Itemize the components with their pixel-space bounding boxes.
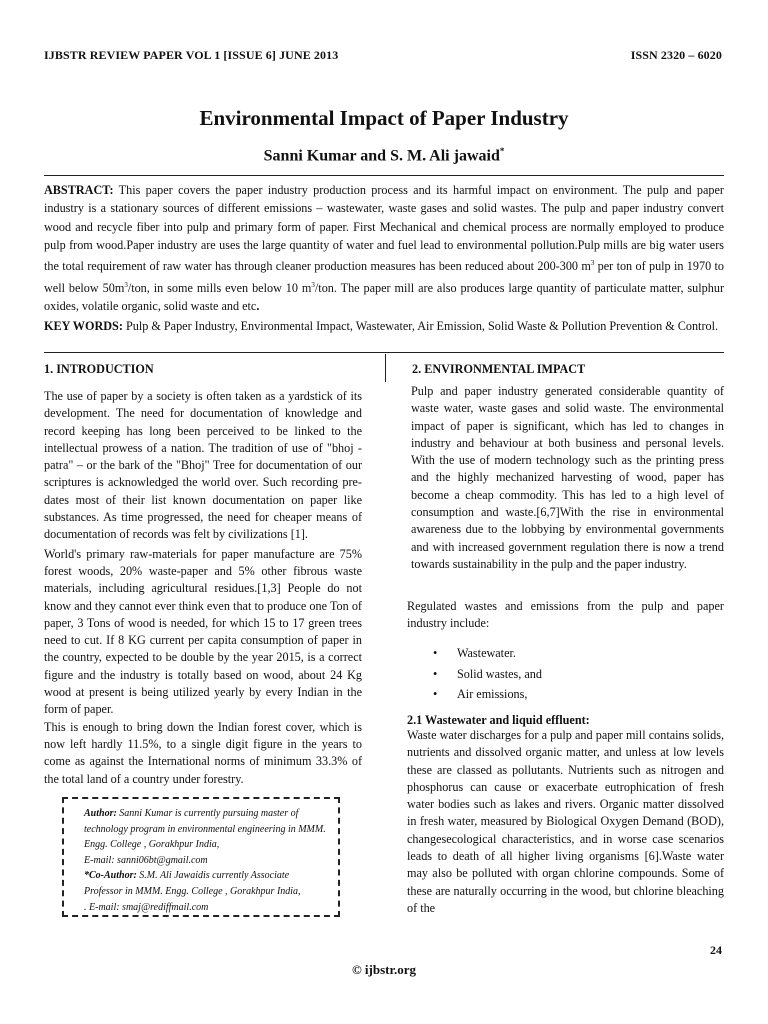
footer-copyright: © ijbstr.org <box>351 962 417 977</box>
regulated-wastes-intro: Regulated wastes and emissions from the pulp and paper industry include: <box>407 599 724 631</box>
journal-header: IJBSTR REVIEW PAPER VOL 1 [ISSUE 6] JUNE 2013 <box>44 48 339 62</box>
author-text: Sanni Kumar is currently pursuing master of technology program in environmental engineering in MMM. Engg. College , Gorakhpur India, <box>84 808 326 851</box>
keywords-label: KEY WORDS: <box>44 319 123 333</box>
paper-authors <box>0 146 768 165</box>
list-item <box>433 664 723 685</box>
author-info <box>84 806 328 853</box>
abstract-text-1: This paper covers the paper industry production process and its harmful impact on environment. The pulp and paper industry is a stationary sources of different emissions – wastewater, waste gases and solid wastes. The pulp and paper industry convert wood and recycle fiber into pulp and primary form of paper. First Mechanical and chemical process are normally employed to produce pulp from wood.Paper industry are uses the large quantity of water and fuel lead to environmental pollution.Pulp mills are big water users the total requirement of raw water has through cleaner production measures has been reduced about 200-300 m <box>44 183 724 274</box>
page-number: 24 <box>710 943 722 957</box>
co-author-text: S.M. Ali Jawaidis currently Associate Professor in MMM. Engg. College , Gorakhpur India, <box>84 870 301 897</box>
author-names: Sanni Kumar and S. M. Ali jawaid <box>263 147 500 165</box>
abstract-text-2: per ton of pulp in 1970 to well below 50m <box>44 259 724 295</box>
abstract-label: ABSTRACT: <box>44 183 114 197</box>
abstract-end: . <box>256 298 260 313</box>
paragraph: The use of paper by a society is often taken as a yardstick of its development. The need for documentation of knowledge and record keeping has long been perceived to be linked to the intellectual prowess of a nation. The tradition of use of "bhoj - patra" – or the bark of the "Bhoj" Tree for documentation of our scriptures is acknowledged the world over. Such recording pre-dates most of their list known documentation on paper like substances. As time progressed, the need for cheaper means of documentation of records was felt by civilizations [1]. <box>44 389 362 542</box>
superscript: 3 <box>311 280 315 289</box>
list-item-text: Solid wastes, and <box>457 666 542 681</box>
divider-columns <box>44 352 724 353</box>
co-author-email: . E-mail: smaj@rediffmail.com <box>84 901 209 913</box>
co-author-info <box>84 868 328 899</box>
paragraph: World's primary raw-materials for paper manufacture are 75% forest woods, 20% waste-paper and 5% other fibrous waste materials, including agricultural residues.[1,3] People do not know and they cannot ever think even that to produce one Ton of paper, 3 Tons of wood is needed, for which 15 to 17 green trees need to cut. If 8 KG current per capita consumption of paper in the country, expected to be double by the year 2015, is a correct figure and the industry is totally based on wood, about 24 Kg wood at present is being utilized yearly by every Indian in the form of paper. <box>44 546 362 717</box>
co-author-label: *Co-Author: <box>84 870 137 882</box>
issn-label: ISSN 2320 – 6020 <box>630 48 722 62</box>
keywords-text: Pulp & Paper Industry, Environmental Impact, Wastewater, Air Emission, Solid Waste & Pollution Prevention & Control. <box>122 319 719 333</box>
author-email: E-mail: sanni06bt@gmail.com <box>84 854 208 866</box>
waste-list <box>433 643 723 705</box>
bullet-icon: • <box>433 687 438 701</box>
introduction-body <box>44 388 362 788</box>
paper-title: Environmental Impact of Paper Industry <box>199 106 569 130</box>
abstract <box>44 181 724 315</box>
superscript: 3 <box>590 259 595 268</box>
co-author-mark: * <box>499 146 505 156</box>
abstract-text-3: /ton, in some mills even below 10 m <box>127 280 312 295</box>
abstract-text-4: /ton. The paper mill are also produces large quantity of particulate matter, sulphur oxides, volatile organic, solid waste and etc <box>44 280 724 313</box>
column-divider <box>385 354 386 382</box>
superscript: 3 <box>124 280 128 289</box>
subsection-heading-wastewater: 2.1 Wastewater and liquid effluent: <box>407 713 590 727</box>
keywords <box>44 318 724 335</box>
section-heading-introduction: 1. INTRODUCTION <box>44 362 154 376</box>
bullet-icon: • <box>433 646 438 660</box>
author-info-box <box>62 797 340 917</box>
wastewater-body: Waste water discharges for a pulp and paper mill contains solids, nutrients and dissolved organic matter, and unless at low levels these are classed as pollutants. Nutrients such as nitrogen and phosphorus can cause or exacerbate eutrophication of fresh water bodies such as lakes and rivers. Organic matter dissolved in fresh water, measured by Biological Oxygen Demand (BOD), changesecological characteristics, and in worse case scenarios leads to death of all higher living organisms [6].Waste water may also be polluted with organ chlorine compounds. Some of these are naturally occurring in the wood, but chlorine bleaching of the <box>407 728 724 915</box>
list-item <box>433 684 723 705</box>
list-item-text: Wastewater. <box>457 646 516 660</box>
list-item-text: Air emissions, <box>457 687 528 701</box>
section-heading-environmental-impact: 2. ENVIRONMENTAL IMPACT <box>412 362 586 376</box>
list-item <box>433 643 723 664</box>
divider-top <box>44 175 724 176</box>
bullet-icon: • <box>433 666 438 681</box>
author-label: Author: <box>84 808 117 819</box>
paragraph: This is enough to bring down the Indian forest cover, which is now left hardly 11.5%, to a single digit figure in the years to come as against the International norms of minimum 33.3% of the total land of a country under forestry. <box>44 719 362 786</box>
environmental-impact-body: Pulp and paper industry generated considerable quantity of waste water, waste gases and solid waste. The environmental impact of paper is significant, which has led to changes in industry and behaviour at both business and personal levels. With the use of modern technology such as the printing press and the highly mechanized harvesting of wood, paper has become a cheap commodity. This has led to a high level of consumption and waste.[6,7]With the rise in environmental awareness due to the lobbying by environmental governments and with increased government regulation there is now a trend towards sustainability in the pulp and the paper industry. <box>411 384 724 571</box>
